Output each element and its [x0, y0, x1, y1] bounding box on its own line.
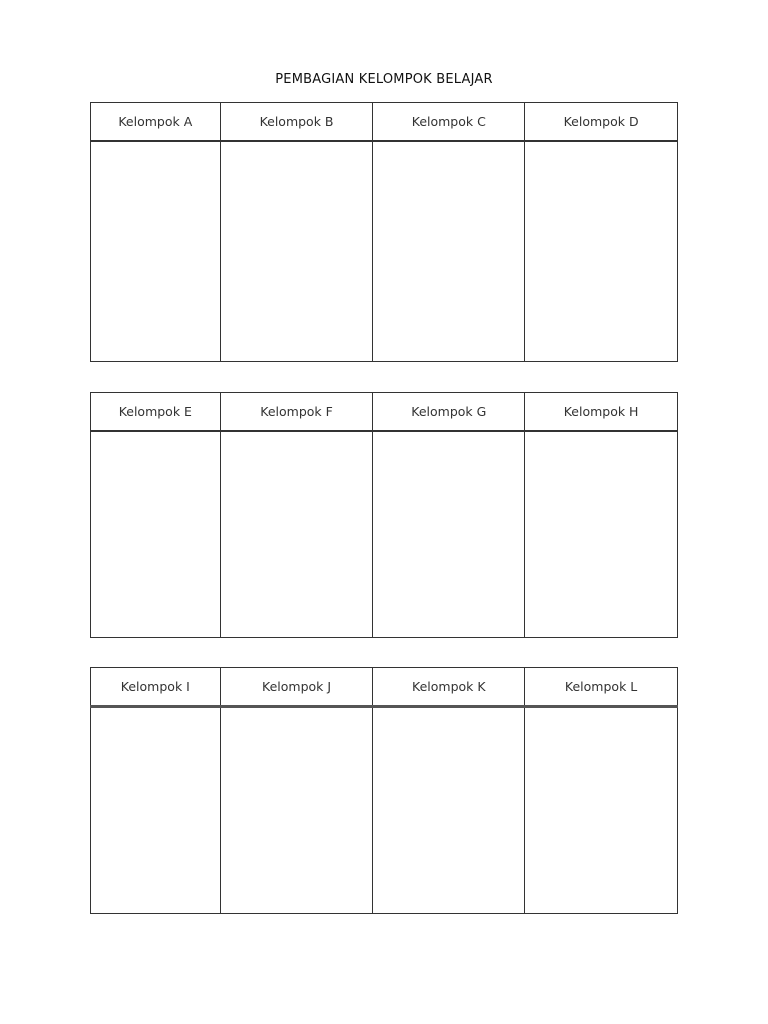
group-cell-l[interactable]: [525, 707, 678, 914]
group-cell-f[interactable]: [220, 431, 373, 638]
group-header-d: Kelompok D: [525, 103, 678, 142]
group-header-j: Kelompok J: [220, 668, 373, 707]
group-header-e: Kelompok E: [91, 393, 221, 432]
group-cell-e[interactable]: [91, 431, 221, 638]
document-title: PEMBAGIAN KELOMPOK BELAJAR: [275, 72, 493, 87]
table-header-row: [91, 103, 678, 142]
group-cell-c[interactable]: [373, 141, 525, 362]
group-cell-j[interactable]: [220, 707, 373, 914]
group-table-1: [90, 102, 678, 362]
group-table-3: [90, 667, 678, 914]
table-body-row: [91, 141, 678, 362]
group-header-i: Kelompok I: [91, 668, 221, 707]
group-cell-a[interactable]: [91, 141, 221, 362]
group-header-c: Kelompok C: [373, 103, 525, 142]
group-header-f: Kelompok F: [220, 393, 373, 432]
group-cell-h[interactable]: [525, 431, 678, 638]
group-cell-d[interactable]: [525, 141, 678, 362]
group-header-g: Kelompok G: [373, 393, 525, 432]
group-cell-i[interactable]: [91, 707, 221, 914]
group-header-h: Kelompok H: [525, 393, 678, 432]
table-header-row: [91, 668, 678, 707]
group-header-a: Kelompok A: [91, 103, 221, 142]
group-header-k: Kelompok K: [373, 668, 525, 707]
group-table-2: [90, 392, 678, 638]
table-body-row: [91, 431, 678, 638]
table-body-row: [91, 707, 678, 914]
group-cell-k[interactable]: [373, 707, 525, 914]
group-header-l: Kelompok L: [525, 668, 678, 707]
group-cell-g[interactable]: [373, 431, 525, 638]
table-header-row: [91, 393, 678, 432]
group-header-b: Kelompok B: [220, 103, 373, 142]
group-cell-b[interactable]: [220, 141, 373, 362]
